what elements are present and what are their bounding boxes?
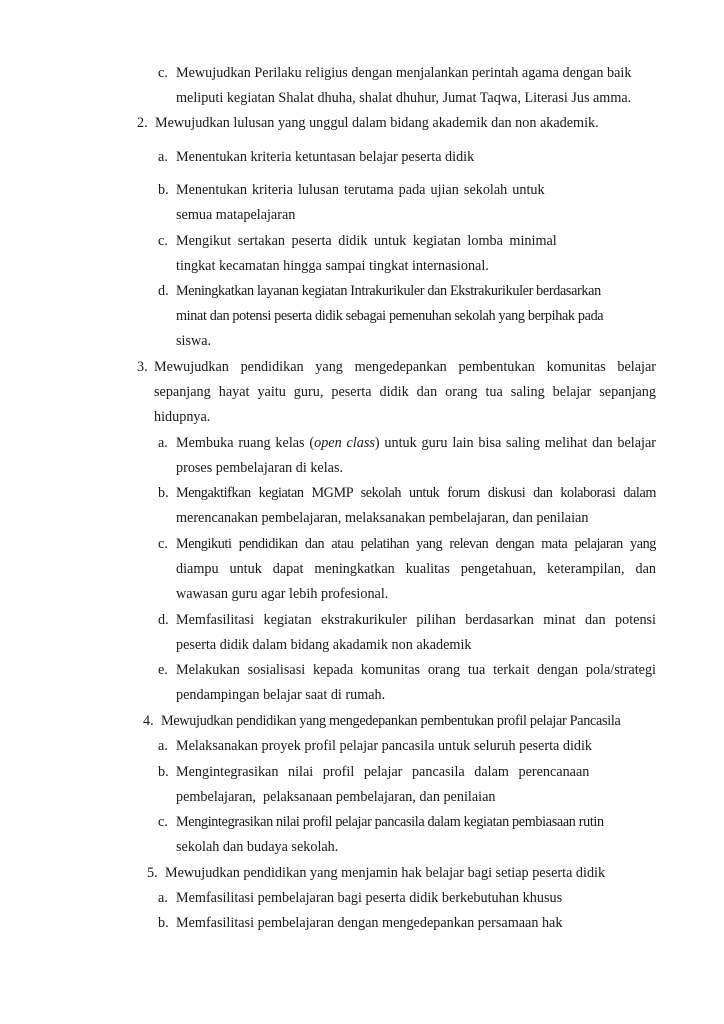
- list-item-text: Mengaktifkan kegiatan MGMP sekolah untuk forum diskusi dan kolaborasi dalam: [176, 485, 656, 501]
- list-item-text: pendampingan belajar saat di rumah.: [176, 687, 386, 703]
- list-marker: c.: [158, 814, 168, 830]
- list-item-text: Mengikuti pendidikan dan atau pelatihan yang relevan dengan mata pelajaran yang: [176, 536, 656, 552]
- list-item-text: peserta didik dalam bidang akadamik non akademik: [176, 637, 472, 653]
- list-item-text: sepanjang hayat yaitu guru, peserta didik dan orang tua saling belajar sepanjang: [154, 384, 656, 400]
- list-item-text: hidupnya.: [154, 409, 211, 425]
- list-item-text: merencanakan pembelajaran, melaksanakan pembelajaran, dan penilaian: [176, 510, 589, 526]
- list-item-text: tingkat kecamatan hingga sampai tingkat internasional.: [176, 258, 489, 274]
- list-marker: b.: [158, 915, 169, 931]
- list-marker: 3.: [137, 359, 148, 375]
- list-item-text: pembelajaran, pelaksanaan pembelajaran, dan penilaian: [176, 789, 496, 805]
- list-item-text: meliputi kegiatan Shalat dhuha, shalat dhuhur, Jumat Taqwa, Literasi Jus amma.: [176, 90, 632, 106]
- list-item-text: Memfasilitasi kegiatan ekstrakurikuler pilihan berdasarkan minat dan potensi: [176, 612, 656, 628]
- list-marker: b.: [158, 182, 169, 198]
- list-marker: a.: [158, 738, 168, 754]
- list-marker: b.: [158, 764, 169, 780]
- list-item-text: siswa.: [176, 333, 212, 349]
- list-item-text: wawasan guru agar lebih profesional.: [176, 586, 389, 602]
- list-marker: a.: [158, 435, 168, 451]
- list-marker: c.: [158, 233, 168, 249]
- list-marker: d.: [158, 612, 169, 628]
- italic-term: open class: [314, 435, 375, 451]
- list-marker: b.: [158, 485, 169, 501]
- list-item-text: proses pembelajaran di kelas.: [176, 460, 344, 476]
- list-item-text: Mengintegrasikan nilai profil pelajar pancasila dalam kegiatan pembiasaan rutin: [176, 814, 604, 830]
- list-item-text: Melaksanakan proyek profil pelajar pancasila untuk seluruh peserta didik: [176, 738, 593, 754]
- list-item-text: Mewujudkan pendidikan yang mengedepankan pembentukan profil pelajar Pancasila: [161, 713, 621, 729]
- list-item-text: Mewujudkan Perilaku religius dengan menjalankan perintah agama dengan baik: [176, 65, 632, 81]
- list-item-text: Melakukan sosialisasi kepada komunitas orang tua terkait dengan pola/strategi: [176, 662, 656, 678]
- list-item-text: minat dan potensi peserta didik sebagai pemenuhan sekolah yang berpihak pada: [176, 308, 604, 324]
- list-marker: 5.: [147, 865, 158, 881]
- list-item-text: Mewujudkan pendidikan yang mengedepankan pembentukan komunitas belajar: [154, 359, 656, 375]
- list-item-text: sekolah dan budaya sekolah.: [176, 839, 339, 855]
- list-item-text: Menentukan kriteria lulusan terutama pada ujian sekolah untuk: [176, 182, 545, 198]
- text-segment: Membuka ruang kelas (: [176, 435, 315, 451]
- list-item-text: Meningkatkan layanan kegiatan Intrakurikuler dan Ekstrakurikuler berdasarkan: [176, 283, 601, 299]
- list-marker: d.: [158, 283, 169, 299]
- list-marker: a.: [158, 890, 168, 906]
- text-segment: ) untuk guru lain bisa saling melihat dan belajar: [374, 435, 656, 451]
- list-marker: 4.: [143, 713, 154, 729]
- list-marker: c.: [158, 65, 168, 81]
- list-item-text: semua matapelajaran: [176, 207, 296, 223]
- list-marker: e.: [158, 662, 168, 678]
- list-item-text: Mewujudkan lulusan yang unggul dalam bidang akademik dan non akademik.: [155, 115, 599, 131]
- list-item-text: Mengikut sertakan peserta didik untuk kegiatan lomba minimal: [176, 233, 557, 249]
- list-item-text: Memfasilitasi pembelajaran bagi peserta didik berkebutuhan khusus: [176, 890, 563, 906]
- list-marker: a.: [158, 149, 168, 165]
- list-item-text: [176, 434, 656, 452]
- list-item-text: Memfasilitasi pembelajaran dengan mengedepankan persamaan hak: [176, 915, 563, 931]
- list-marker: 2.: [137, 115, 148, 131]
- list-item-text: Mewujudkan pendidikan yang menjamin hak belajar bagi setiap peserta didik: [165, 865, 606, 881]
- list-marker: c.: [158, 536, 168, 552]
- list-item-text: Menentukan kriteria ketuntasan belajar peserta didik: [176, 149, 475, 165]
- list-item-text: diampu untuk dapat meningkatkan kualitas pengetahuan, keterampilan, dan: [176, 561, 656, 577]
- list-item-text: Mengintegrasikan nilai profil pelajar pancasila dalam perencanaan: [176, 764, 590, 780]
